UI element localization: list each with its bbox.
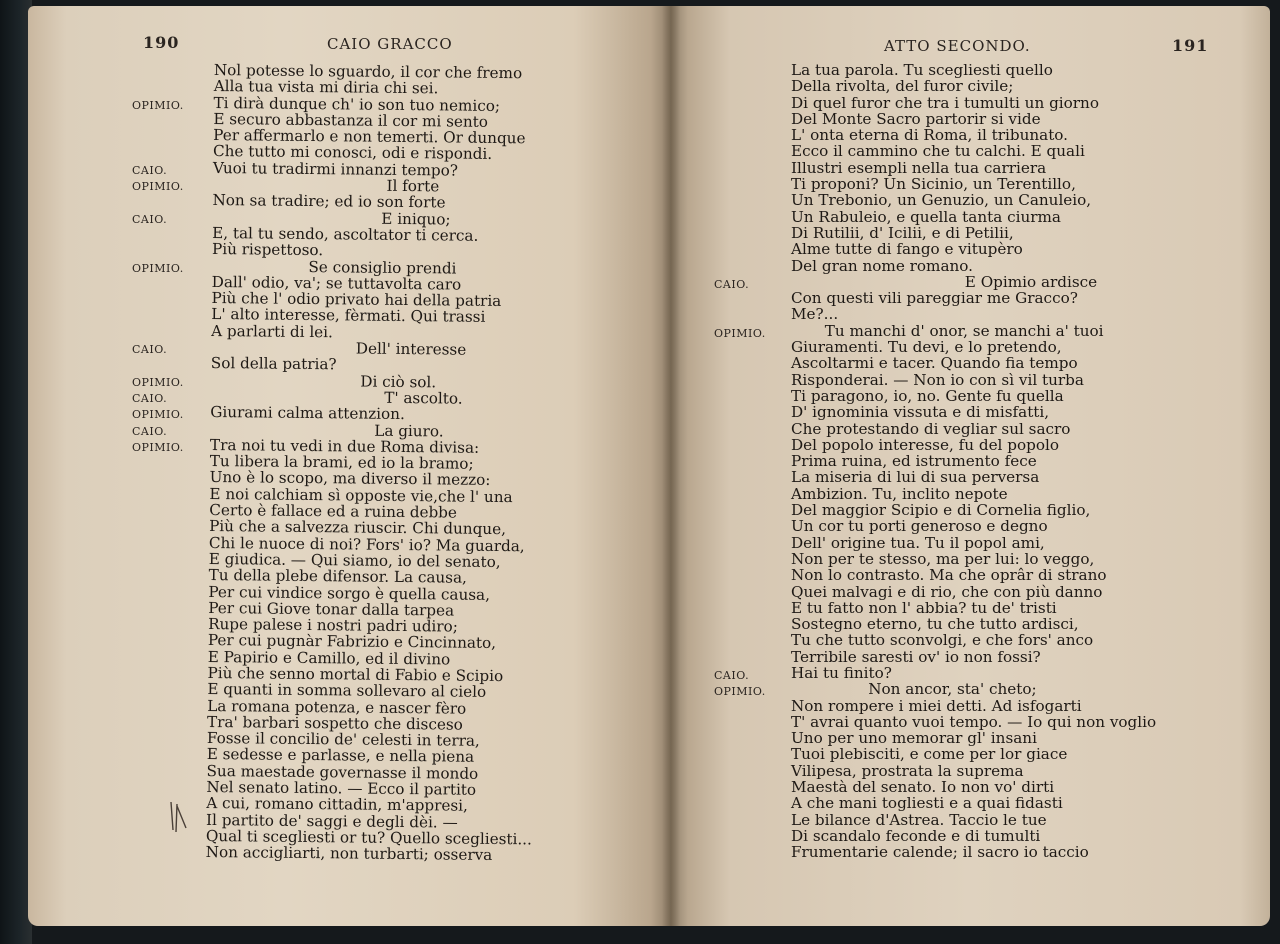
left-page-number: 190 xyxy=(143,33,180,52)
verse-line: Non sa tradire; ed io son forte xyxy=(212,191,446,212)
verse-line: Me?... xyxy=(791,305,839,324)
verse-line: E, tal tu sendo, ascoltator ti cerca. xyxy=(212,223,479,245)
verse-line: Tra noi tu vedi in due Roma divisa: xyxy=(209,435,480,457)
verse-line: La miseria di lui di sua perversa xyxy=(791,468,1040,487)
verse-line: Del popolo interesse, fu del popolo xyxy=(791,435,1059,454)
verse-line: Nol potesse lo sguardo, il cor che fremo xyxy=(213,61,523,83)
book-gutter xyxy=(662,6,680,926)
verse-line: Tu libera la brami, ed io la bramo; xyxy=(209,452,474,473)
verse-line: Risponderai. — Non io con sì vil turba xyxy=(791,370,1084,389)
verse-line: Con questi vili pareggiar me Gracco? xyxy=(791,289,1078,308)
verse-line: D' ignominia vissuta e di misfatti, xyxy=(791,403,1050,422)
speaker-label: CAIO. xyxy=(714,669,750,683)
verse-line: La giuro. xyxy=(210,419,444,440)
verse-line: Per cui vindice sorgo è quella causa, xyxy=(208,582,491,604)
verse-line: Non rompere i miei detti. Ad isfogarti xyxy=(791,696,1082,715)
verse-line: Ti proponi? Un Sicinio, un Terentillo, xyxy=(791,175,1076,194)
verse-line: Ecco il cammino che tu calchi. E quali xyxy=(791,142,1085,161)
verse-line: L' alto interesse, fèrmati. Qui trassi xyxy=(211,305,486,327)
verse-line: La tua parola. Tu scegliesti quello xyxy=(791,61,1053,79)
verse-line: A che mani togliesti e a quai fidasti xyxy=(791,794,1063,813)
verse-line: A parlarti di lei. xyxy=(211,321,334,342)
speaker-label: OPIMIO. xyxy=(714,685,766,699)
verse-line: Più rispettoso. xyxy=(211,240,324,260)
verse-line: Che tutto mi conosci, odi e rispondi. xyxy=(212,142,493,164)
verse-line: Ambizion. Tu, inclito nepote xyxy=(791,484,1008,503)
verse-line: Per cui pugnàr Fabrizio e Cincinnato, xyxy=(207,631,497,653)
verse-line: Per affermarlo e non temerti. Or dunque xyxy=(213,126,526,148)
verse-line: Del gran nome romano. xyxy=(791,256,973,275)
verse-line: Un cor tu porti generoso e degno xyxy=(791,517,1048,536)
verse-line: Di Rutilii, d' Icilii, e di Petilii, xyxy=(791,223,1014,242)
verse-line: Sol della patria? xyxy=(210,354,337,374)
verse-line: Alla tua vista mi diria chi sei. xyxy=(213,77,439,98)
verse-line: E Opimio ardisce xyxy=(791,272,1098,291)
verse-line: Più che a salvezza riuscir. Chi dunque, xyxy=(209,517,507,539)
verse-line: Giurami calma attenzion. xyxy=(210,403,405,424)
speaker-label: CAIO. xyxy=(132,424,168,438)
verse-line: E giudica. — Qui siamo, io del senato, xyxy=(208,549,501,571)
verse-line: Sua maestade governasse il mondo xyxy=(206,761,479,783)
speaker-label: CAIO. xyxy=(714,277,750,291)
verse-line: Del Monte Sacro partorir si vide xyxy=(791,109,1041,128)
verse-line: Nel senato latino. — Ecco il partito xyxy=(206,778,477,799)
verse-line: Di quel furor che tra i tumulti un giorno xyxy=(791,93,1099,112)
speaker-label: OPIMIO. xyxy=(132,440,184,454)
speaker-label: CAIO. xyxy=(132,163,168,177)
verse-line: Più che l' odio privato hai della patria xyxy=(211,289,502,311)
right-running-head: ATTO SECONDO. xyxy=(884,37,1031,55)
pencil-mark-icon xyxy=(168,800,190,834)
verse-line: La romana potenza, e nascer fèro xyxy=(207,696,467,718)
verse-line: Illustri esempli nella tua carriera xyxy=(791,158,1047,177)
verse-line: Tu che tutto sconvolgi, e che fors' anco xyxy=(791,631,1094,650)
verse-line: L' onta eterna di Roma, il tribunato. xyxy=(791,126,1069,145)
verse-line: Tu manchi d' onor, se manchi a' tuoi xyxy=(791,321,1104,340)
verse-line: Tuoi plebisciti, e come per lor giace xyxy=(791,745,1068,764)
verse-line: Tu della plebe difensor. La causa, xyxy=(208,566,468,587)
verse-line: Vilipesa, prostrata la suprema xyxy=(791,761,1024,780)
verse-line: E tu fatto non l' abbia? tu de' tristi xyxy=(791,598,1057,617)
right-page-number: 191 xyxy=(1172,36,1209,55)
verse-line: Dell' interesse xyxy=(210,338,467,359)
verse-line: Giuramenti. Tu devi, e lo pretendo, xyxy=(791,338,1062,357)
verse-line: E iniquo; xyxy=(212,207,451,229)
verse-line: Non ancor, sta' cheto; xyxy=(791,680,1037,699)
left-running-head: CAIO GRACCO xyxy=(327,35,453,53)
verse-line: Del maggior Scipio e di Cornelia figlio, xyxy=(791,501,1091,520)
verse-line: Uno è lo scopo, ma diverso il mezzo: xyxy=(209,468,491,490)
verse-line: Il partito de' saggi e degli dèi. — xyxy=(205,810,458,832)
verse-line: Vuoi tu tradirmi innanzi tempo? xyxy=(212,158,459,180)
verse-line: E securo abbastanza il cor mi sento xyxy=(213,109,489,131)
verse-line: T' ascolto. xyxy=(210,386,463,408)
verse-line: Tra' barbari sospetto che disceso xyxy=(206,712,463,734)
verse-line: Prima ruina, ed istrumento fece xyxy=(791,452,1037,471)
verse-line: Alme tutte di fango e vitupèro xyxy=(791,240,1023,259)
verse-line: Se consiglio prendi xyxy=(211,256,457,278)
verse-line: Maestà del senato. Io non vo' dirti xyxy=(791,778,1055,797)
verse-line: Non accigliarti, non turbarti; osserva xyxy=(205,843,493,865)
left-verse-text xyxy=(206,62,540,864)
verse-line: Sostegno eterno, tu che tutto ardisci, xyxy=(791,615,1079,634)
verse-line: Terribile saresti ov' io non fossi? xyxy=(791,647,1041,666)
speaker-label: OPIMIO. xyxy=(132,98,184,112)
verse-line: Un Rabuleio, e quella tanta ciurma xyxy=(791,207,1061,226)
verse-line: Di scandalo feconde e di tumulti xyxy=(791,826,1041,845)
verse-line: Rupe palese i nostri padri udiro; xyxy=(208,615,458,636)
verse-line: E sedesse e parlasse, e nella piena xyxy=(206,745,475,767)
verse-line: Di ciò sol. xyxy=(210,370,437,391)
verse-line: E noi calchiam sì opposte vie,che l' una xyxy=(209,484,513,506)
verse-line: Le bilance d'Astrea. Taccio le tue xyxy=(791,810,1047,829)
verse-line: Uno per uno memorar gl' insani xyxy=(791,729,1037,748)
verse-line: E Papirio e Camillo, ed il divino xyxy=(207,647,451,669)
verse-line: Qual ti scegliesti or tu? Quello scegliesti... xyxy=(205,826,532,849)
verse-line: Quei malvagi e di rio, che con più danno xyxy=(791,582,1103,601)
verse-line: Ascoltarmi e tacer. Quando fia tempo xyxy=(791,354,1078,373)
right-verse-text xyxy=(791,62,1156,861)
verse-line: Un Trebonio, un Genuzio, un Canuleio, xyxy=(791,191,1092,210)
verse-line: Il forte xyxy=(212,175,440,196)
verse-line: Più che senno mortal di Fabio e Scipio xyxy=(207,663,504,686)
verse-line: Che protestando di vegliar sul sacro xyxy=(791,419,1071,438)
verse-line: Non lo contrasto. Ma che oprâr di strano xyxy=(791,566,1107,585)
verse-line: Dall' odio, va'; se tuttavolta caro xyxy=(211,272,462,294)
verse-line: E quanti in somma sollevaro al cielo xyxy=(207,680,487,702)
speaker-label: CAIO. xyxy=(132,212,168,226)
speaker-label: OPIMIO. xyxy=(714,326,766,340)
verse-line: A cui, romano cittadin, m'appresi, xyxy=(206,794,468,816)
speaker-label: CAIO. xyxy=(132,392,168,405)
verse-line: Per cui Giove tonar dalla tarpea xyxy=(208,598,455,620)
verse-line: Fosse il concilio de' celesti in terra, xyxy=(206,729,480,750)
speaker-label: CAIO. xyxy=(132,343,168,357)
verse-line: Della rivolta, del furor civile; xyxy=(791,77,1014,96)
speaker-label: OPIMIO. xyxy=(132,408,184,422)
verse-line: Non per te stesso, ma per lui: lo veggo, xyxy=(791,549,1095,568)
speaker-label: OPIMIO. xyxy=(132,180,184,194)
speaker-label: OPIMIO. xyxy=(132,261,184,275)
verse-line: Frumentarie calende; il sacro io taccio xyxy=(791,843,1089,862)
verse-line: T' avrai quanto vuoi tempo. — Io qui non voglio xyxy=(791,712,1157,731)
verse-line: Hai tu finito? xyxy=(791,663,892,682)
speaker-label: OPIMIO. xyxy=(132,375,184,389)
verse-line: Ti paragono, io, no. Gente fu quella xyxy=(791,386,1064,405)
verse-line: Dell' origine tua. Tu il popol ami, xyxy=(791,533,1045,552)
verse-line: Ti dirà dunque ch' io son tuo nemico; xyxy=(213,93,501,115)
verse-line: Certo è fallace ed a ruina debbe xyxy=(209,500,458,522)
verse-line: Chi le nuoce di noi? Fors' io? Ma guarda, xyxy=(208,533,525,555)
